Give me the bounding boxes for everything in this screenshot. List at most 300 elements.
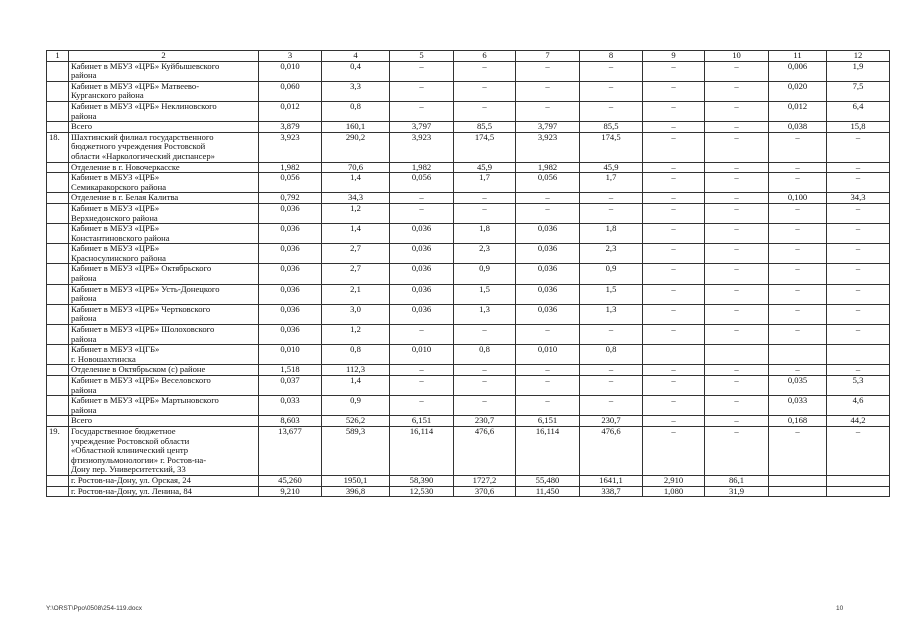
value-cell: – (390, 203, 454, 223)
row-name-line: фтизиопульмонологии» г. Ростов-на- (71, 454, 207, 465)
value-cell: 1,8 (580, 224, 643, 244)
row-name-line: района (71, 110, 97, 121)
row-name-line: Константиновского района (71, 232, 170, 243)
value-cell: – (769, 284, 827, 304)
value-cell: 0,010 (390, 345, 454, 365)
column-number: 1 (47, 51, 69, 62)
row-name-line: района (71, 293, 97, 304)
value-cell: – (454, 81, 516, 101)
value-cell: 0,100 (769, 193, 827, 204)
row-number (47, 101, 69, 121)
value-cell: – (643, 365, 705, 376)
row-name (69, 61, 259, 81)
value-cell: – (516, 101, 580, 121)
value-cell: – (705, 101, 769, 121)
value-cell: 0,8 (322, 101, 390, 121)
value-cell: 0,035 (769, 376, 827, 396)
value-cell: – (705, 365, 769, 376)
value-cell: 0,012 (769, 101, 827, 121)
value-cell: – (705, 193, 769, 204)
row-number (47, 122, 69, 133)
value-cell: 0,036 (259, 284, 322, 304)
value-cell: 0,012 (259, 101, 322, 121)
row-name-line: Курганского района (71, 90, 144, 101)
row-name-line: Отделение в г. Новочеркасске (71, 162, 180, 172)
value-cell: – (705, 304, 769, 324)
value-cell: – (516, 203, 580, 223)
value-cell: – (705, 132, 769, 162)
value-cell: – (580, 376, 643, 396)
value-cell: 0,036 (259, 264, 322, 284)
value-cell: 1,4 (322, 173, 390, 193)
value-cell: – (827, 162, 890, 173)
value-cell: – (769, 304, 827, 324)
value-cell: – (516, 81, 580, 101)
value-cell: 1,982 (390, 162, 454, 173)
value-cell: 1,4 (322, 224, 390, 244)
row-name-line: бюджетного учреждения Ростовской (71, 141, 206, 152)
column-number: 6 (454, 51, 516, 62)
table-row (47, 173, 890, 193)
row-name-line: Кабинет в МБУЗ «ЦРБ» Шолоховского (71, 324, 215, 335)
value-cell: – (390, 396, 454, 416)
value-cell: – (769, 203, 827, 223)
value-cell: 3,923 (390, 132, 454, 162)
table-row (47, 122, 890, 133)
value-cell: 0,036 (390, 284, 454, 304)
value-cell: 6,4 (827, 101, 890, 121)
table-row (47, 193, 890, 204)
value-cell (827, 475, 890, 486)
value-cell (769, 486, 827, 497)
row-name-line: Государственное бюджетное (71, 426, 176, 436)
row-number (47, 81, 69, 101)
value-cell: – (643, 81, 705, 101)
value-cell: – (454, 396, 516, 416)
row-number (47, 416, 69, 427)
row-number (47, 203, 69, 223)
value-cell: – (827, 264, 890, 284)
value-cell: 0,168 (769, 416, 827, 427)
row-name (69, 193, 259, 204)
row-number (47, 173, 69, 193)
value-cell: 1,7 (580, 173, 643, 193)
value-cell (769, 345, 827, 365)
value-cell: – (769, 162, 827, 173)
value-cell: 58,390 (390, 475, 454, 486)
value-cell: 0,033 (769, 396, 827, 416)
value-cell: – (454, 203, 516, 223)
value-cell: – (580, 101, 643, 121)
value-cell: 1,5 (454, 284, 516, 304)
row-number (47, 61, 69, 81)
row-name-line: Кабинет в МБУЗ «ЦРБ» Усть-Донецкого (71, 284, 220, 294)
row-number (47, 345, 69, 365)
value-cell: – (705, 376, 769, 396)
table-row (47, 376, 890, 396)
row-name (69, 122, 259, 133)
row-name (69, 304, 259, 324)
value-cell: 0,036 (259, 304, 322, 324)
value-cell: – (769, 173, 827, 193)
value-cell: 0,036 (390, 244, 454, 264)
table-row (47, 365, 890, 376)
value-cell: – (705, 173, 769, 193)
value-cell: – (827, 224, 890, 244)
value-cell (769, 475, 827, 486)
row-name (69, 475, 259, 486)
value-cell: 0,036 (259, 224, 322, 244)
value-cell: 70,6 (322, 162, 390, 173)
value-cell: – (769, 365, 827, 376)
value-cell: – (643, 224, 705, 244)
value-cell: 0,060 (259, 81, 322, 101)
row-number (47, 325, 69, 345)
value-cell: 0,036 (259, 244, 322, 264)
value-cell: – (580, 325, 643, 345)
value-cell: 12,530 (390, 486, 454, 497)
value-cell: 476,6 (454, 426, 516, 475)
value-cell: 0,9 (322, 396, 390, 416)
value-cell: – (390, 101, 454, 121)
value-cell: – (454, 101, 516, 121)
value-cell: – (580, 193, 643, 204)
row-name-line: Кабинет в МБУЗ «ЦРБ» Чертковского (71, 304, 211, 314)
row-name-line: Кабинет в МБУЗ «ЦРБ» Куйбышевского (71, 61, 220, 71)
value-cell: 6,151 (390, 416, 454, 427)
value-cell: 1,518 (259, 365, 322, 376)
row-name-line: Кабинет в МБУЗ «ЦГБ» (71, 344, 160, 355)
value-cell: 589,3 (322, 426, 390, 475)
value-cell: – (827, 426, 890, 475)
value-cell: 55,480 (516, 475, 580, 486)
row-name-line: района (71, 313, 97, 324)
value-cell: – (827, 284, 890, 304)
row-name-line: района (71, 384, 97, 395)
row-name-line: района (71, 404, 97, 415)
value-cell: 0,036 (516, 264, 580, 284)
row-name-line: Отделение в г. Белая Калитва (71, 192, 179, 203)
value-cell: – (643, 132, 705, 162)
value-cell: 0,036 (259, 325, 322, 345)
value-cell: – (516, 365, 580, 376)
header-row (47, 51, 890, 62)
value-cell: 0,056 (259, 173, 322, 193)
value-cell: 0,056 (516, 173, 580, 193)
value-cell: – (705, 162, 769, 173)
row-name-line: г. Ростов-на-Дону, ул. Ленина, 84 (71, 486, 192, 496)
value-cell: 3,923 (516, 132, 580, 162)
value-cell: 1,2 (322, 203, 390, 223)
value-cell: 0,038 (769, 122, 827, 133)
value-cell: 1,5 (580, 284, 643, 304)
table-row (47, 162, 890, 173)
value-cell: 3,879 (259, 122, 322, 133)
value-cell: – (769, 426, 827, 475)
value-cell: – (827, 203, 890, 223)
value-cell: – (516, 376, 580, 396)
value-cell: – (643, 122, 705, 133)
column-number: 5 (390, 51, 454, 62)
value-cell: 5,3 (827, 376, 890, 396)
row-name-line: Кабинет в МБУЗ «ЦРБ» (71, 172, 160, 183)
value-cell: – (390, 81, 454, 101)
value-cell: – (580, 61, 643, 81)
value-cell: 174,5 (454, 132, 516, 162)
table-row (47, 132, 890, 162)
row-name (69, 81, 259, 101)
value-cell: – (705, 426, 769, 475)
value-cell: – (769, 132, 827, 162)
row-name-line: Кабинет в МБУЗ «ЦРБ» Октябрьского (71, 263, 212, 274)
value-cell: – (705, 224, 769, 244)
row-name-line: района (71, 70, 97, 81)
row-name (69, 345, 259, 365)
value-cell: – (390, 325, 454, 345)
value-cell: 0,036 (390, 264, 454, 284)
value-cell: 370,6 (454, 486, 516, 497)
value-cell: – (769, 264, 827, 284)
value-cell: 0,010 (259, 61, 322, 81)
value-cell: 1,982 (259, 162, 322, 173)
value-cell: 0,8 (580, 345, 643, 365)
table-row (47, 325, 890, 345)
value-cell: – (827, 304, 890, 324)
value-cell: 34,3 (322, 193, 390, 204)
table-row (47, 81, 890, 101)
value-cell: 15,8 (827, 122, 890, 133)
column-number: 9 (643, 51, 705, 62)
row-name (69, 376, 259, 396)
value-cell: 45,260 (259, 475, 322, 486)
value-cell: – (827, 325, 890, 345)
value-cell: – (827, 173, 890, 193)
value-cell: – (643, 376, 705, 396)
value-cell: 230,7 (580, 416, 643, 427)
row-number (47, 475, 69, 486)
row-number (47, 304, 69, 324)
value-cell: – (705, 122, 769, 133)
value-cell: 85,5 (580, 122, 643, 133)
value-cell: – (516, 325, 580, 345)
value-cell: – (643, 304, 705, 324)
value-cell: – (390, 61, 454, 81)
value-cell: 2,7 (322, 244, 390, 264)
column-number: 10 (705, 51, 769, 62)
table-row (47, 426, 890, 475)
row-number: 19. (47, 426, 69, 475)
value-cell: 0,010 (516, 345, 580, 365)
row-number (47, 264, 69, 284)
value-cell: 7,5 (827, 81, 890, 101)
value-cell: 3,923 (259, 132, 322, 162)
value-cell: 86,1 (705, 475, 769, 486)
value-cell: – (827, 365, 890, 376)
row-number: 18. (47, 132, 69, 162)
row-name-line: Отделение в Октябрьском (с) районе (71, 364, 206, 375)
row-name (69, 244, 259, 264)
value-cell: 0,036 (516, 224, 580, 244)
value-cell: 160,1 (322, 122, 390, 133)
value-cell: 2,3 (580, 244, 643, 264)
value-cell: 45,9 (454, 162, 516, 173)
table-row (47, 224, 890, 244)
row-name-line: «Областной клинический центр (71, 445, 189, 456)
row-name (69, 224, 259, 244)
row-name-line: Кабинет в МБУЗ «ЦРБ» Неклиновского (71, 101, 217, 111)
value-cell: 3,797 (390, 122, 454, 133)
table-row (47, 345, 890, 365)
row-name-line: района (71, 273, 97, 284)
value-cell: 476,6 (580, 426, 643, 475)
file-path: Y:\ORST\Ppo\0508\254-119.docx (46, 605, 142, 612)
row-number (47, 396, 69, 416)
value-cell: 0,792 (259, 193, 322, 204)
column-number: 7 (516, 51, 580, 62)
row-number (47, 365, 69, 376)
row-name (69, 203, 259, 223)
table-row (47, 486, 890, 497)
table-row (47, 416, 890, 427)
value-cell: – (643, 101, 705, 121)
value-cell: 16,114 (390, 426, 454, 475)
row-number (47, 244, 69, 264)
value-cell: – (643, 61, 705, 81)
value-cell: – (643, 244, 705, 264)
table-row (47, 284, 890, 304)
row-name (69, 396, 259, 416)
value-cell: 1,080 (643, 486, 705, 497)
column-number: 8 (580, 51, 643, 62)
row-name (69, 325, 259, 345)
value-cell: – (827, 132, 890, 162)
value-cell: – (390, 193, 454, 204)
column-number: 12 (827, 51, 890, 62)
column-number: 2 (69, 51, 259, 62)
value-cell: 338,7 (580, 486, 643, 497)
value-cell: 2,3 (454, 244, 516, 264)
value-cell: – (454, 193, 516, 204)
row-name (69, 284, 259, 304)
value-cell: 0,036 (390, 304, 454, 324)
value-cell: – (516, 396, 580, 416)
value-cell: – (705, 416, 769, 427)
value-cell: 0,9 (580, 264, 643, 284)
value-cell: 9,210 (259, 486, 322, 497)
value-cell: – (705, 244, 769, 264)
row-number (47, 193, 69, 204)
row-name (69, 264, 259, 284)
value-cell: 0,010 (259, 345, 322, 365)
value-cell: 0,4 (322, 61, 390, 81)
value-cell: 13,677 (259, 426, 322, 475)
value-cell: 2,910 (643, 475, 705, 486)
value-cell (827, 345, 890, 365)
value-cell: 1,4 (322, 376, 390, 396)
row-number (47, 284, 69, 304)
table-row (47, 244, 890, 264)
value-cell: 174,5 (580, 132, 643, 162)
value-cell: 2,1 (322, 284, 390, 304)
row-name (69, 426, 259, 475)
value-cell: – (643, 173, 705, 193)
table-row (47, 101, 890, 121)
row-name (69, 162, 259, 173)
value-cell: 11,450 (516, 486, 580, 497)
row-name-line: Кабинет в МБУЗ «ЦРБ» (71, 203, 160, 213)
row-name (69, 101, 259, 121)
value-cell: 3,3 (322, 81, 390, 101)
value-cell: 0,8 (454, 345, 516, 365)
value-cell: 34,3 (827, 193, 890, 204)
value-cell: – (643, 284, 705, 304)
row-name (69, 173, 259, 193)
row-number (47, 162, 69, 173)
value-cell: – (454, 365, 516, 376)
table-row (47, 61, 890, 81)
value-cell: 1,2 (322, 325, 390, 345)
row-name-line: Кабинет в МБУЗ «ЦРБ» Веселовского (71, 375, 211, 385)
value-cell: 1,9 (827, 61, 890, 81)
value-cell: 1,3 (454, 304, 516, 324)
value-cell: – (705, 284, 769, 304)
value-cell: – (705, 81, 769, 101)
row-name (69, 365, 259, 376)
row-number (47, 224, 69, 244)
table-row (47, 264, 890, 284)
table-row (47, 396, 890, 416)
value-cell: 0,020 (769, 81, 827, 101)
value-cell: 1,8 (454, 224, 516, 244)
row-name-line: Кабинет в МБУЗ «ЦРБ» Матвеево- (71, 81, 200, 91)
row-name-line: Шахтинский филиал государственного (71, 132, 214, 142)
row-name-line: г. Ростов-на-Дону, ул. Орская, 24 (71, 475, 191, 485)
row-name-line: г. Новошахтинска (71, 353, 136, 364)
row-number (47, 486, 69, 497)
value-cell: 396,8 (322, 486, 390, 497)
value-cell: 1,7 (454, 173, 516, 193)
value-cell: – (643, 426, 705, 475)
value-cell: – (769, 224, 827, 244)
row-name-line: Кабинет в МБУЗ «ЦРБ» Мартыновского (71, 395, 219, 406)
value-cell: 3,0 (322, 304, 390, 324)
value-cell: – (643, 203, 705, 223)
value-cell: 8,603 (259, 416, 322, 427)
data-table (46, 50, 890, 497)
row-name (69, 486, 259, 497)
value-cell: – (643, 162, 705, 173)
value-cell: – (390, 365, 454, 376)
value-cell: 0,006 (769, 61, 827, 81)
value-cell: – (390, 376, 454, 396)
value-cell: 44,2 (827, 416, 890, 427)
value-cell: – (580, 81, 643, 101)
value-cell: 1950,1 (322, 475, 390, 486)
value-cell: 31,9 (705, 486, 769, 497)
value-cell: 0,036 (516, 304, 580, 324)
value-cell: 0,036 (516, 284, 580, 304)
column-number: 11 (769, 51, 827, 62)
value-cell: 0,033 (259, 396, 322, 416)
value-cell: – (643, 396, 705, 416)
row-name-line: района (71, 333, 97, 344)
value-cell: 4,6 (827, 396, 890, 416)
row-name-line: Верхнедонского района (71, 212, 158, 223)
value-cell: 0,9 (454, 264, 516, 284)
value-cell: 0,036 (516, 244, 580, 264)
row-name-line: Семикаракорского района (71, 181, 167, 192)
value-cell: 230,7 (454, 416, 516, 427)
